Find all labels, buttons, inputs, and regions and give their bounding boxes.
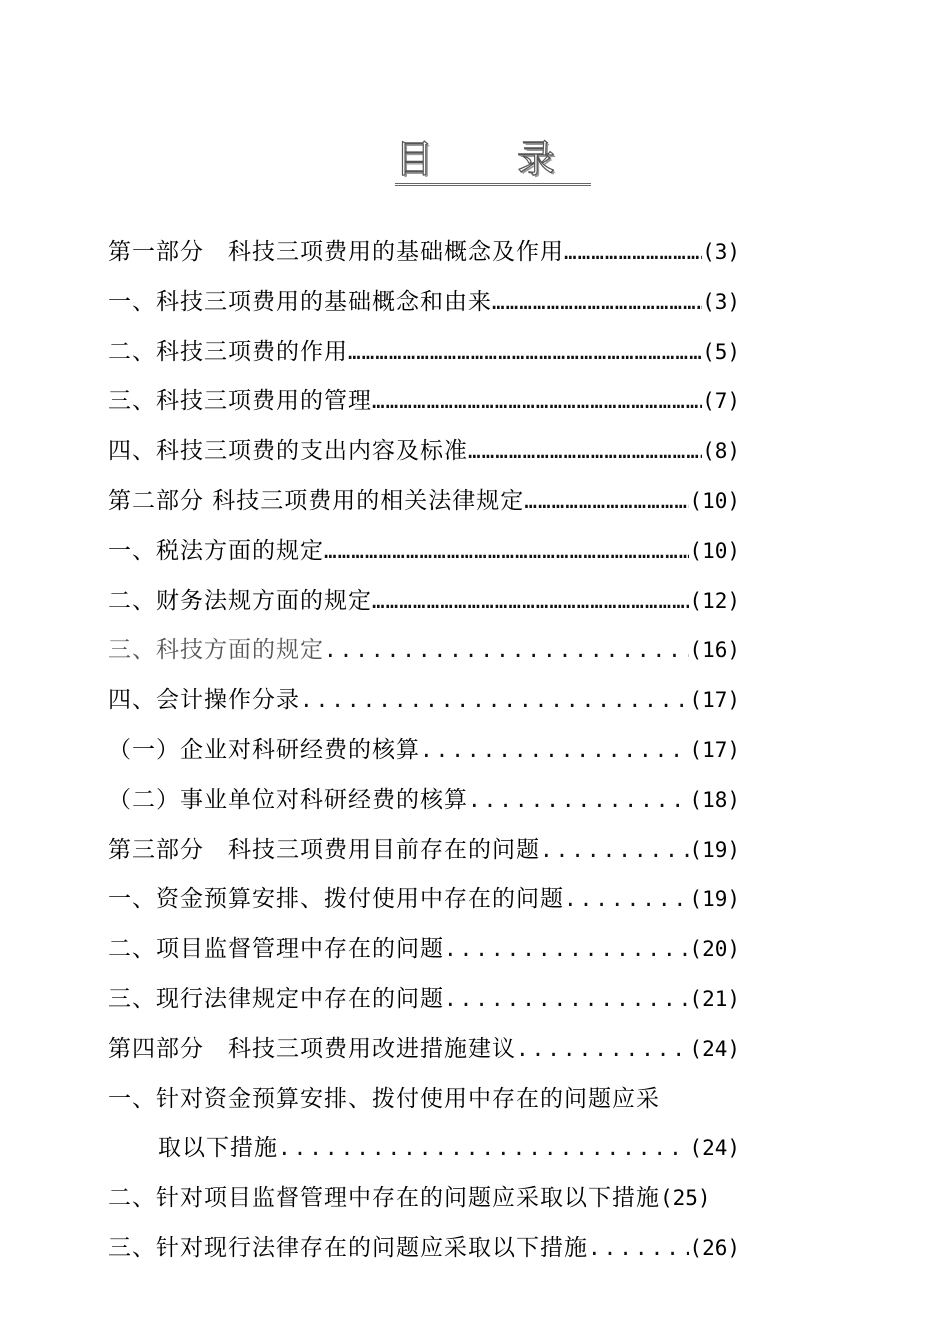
toc-entry[interactable]: 一、科技三项费用的基础概念和由来 ………………………………………………………………………………………………………………… (3) <box>108 278 740 328</box>
leader-dots <box>444 925 689 975</box>
leader-dots <box>540 826 689 876</box>
toc-entry[interactable]: （二）事业单位对科研经费的核算 ..... (18) <box>108 776 740 826</box>
toc-entry[interactable]: 第一部分 科技三项费用的基础概念及作用 ………………………………………………………………………………………………………………… (3) <box>108 228 740 278</box>
leader-dots <box>588 1224 689 1274</box>
leader-dots <box>324 527 689 577</box>
toc-entry[interactable]: 三、科技三项费用的管理 ………………………………………………………………………………………………………………… (7) <box>108 377 740 427</box>
toc-entry[interactable]: （一）企业对科研经费的核算 ..... (17) <box>108 726 740 776</box>
leader-dots <box>420 726 689 776</box>
leader-dots <box>444 975 689 1025</box>
leader-dots <box>372 577 689 627</box>
leader-dots <box>524 477 689 527</box>
toc-entry[interactable]: 二、财务法规方面的规定 ………………………………………………………………………………………………………………… (12) <box>108 577 740 627</box>
table-of-contents <box>108 228 740 1274</box>
leader-dots <box>300 676 689 726</box>
toc-entry[interactable]: 二、针对项目监督管理中存在的问题应采取以下措施 (25) <box>108 1185 711 1212</box>
leader-dots <box>516 1025 689 1075</box>
leader-dots <box>348 328 702 378</box>
toc-entry[interactable]: 一、针对资金预算安排、拨付使用中存在的问题应采 <box>108 1085 660 1112</box>
toc-title: 目 录 <box>0 128 950 183</box>
toc-entry[interactable]: 二、项目监督管理中存在的问题 ..... (20) <box>108 925 740 975</box>
toc-entry-continuation[interactable]: 取以下措施 ..... (24) <box>108 1124 740 1174</box>
leader-dots <box>492 278 702 328</box>
leader-dots <box>468 776 689 826</box>
leader-dots <box>564 875 689 925</box>
toc-entry[interactable]: 四、科技三项费的支出内容及标准 ………………………………………………………………………………………………………………… (8) <box>108 427 740 477</box>
toc-entry[interactable]: 一、资金预算安排、拨付使用中存在的问题 ..... (19) <box>108 875 740 925</box>
toc-entry[interactable]: 第三部分 科技三项费用目前存在的问题 ..... (19) <box>108 826 740 876</box>
toc-entry[interactable]: 三、科技方面的规定 ..... (16) <box>108 626 740 676</box>
leader-dots <box>278 1124 689 1174</box>
toc-entry[interactable]: 三、针对现行法律存在的问题应采取以下措施 ..... (26) <box>108 1224 740 1274</box>
toc-entry[interactable]: 三、现行法律规定中存在的问题 ..... (21) <box>108 975 740 1025</box>
leader-dots <box>564 228 702 278</box>
toc-entry[interactable]: 第二部分 科技三项费用的相关法律规定 ………………………………………………………………………………………………………………… (10) <box>108 477 740 527</box>
leader-dots <box>468 427 702 477</box>
toc-entry[interactable]: 二、科技三项费的作用 ………………………………………………………………………………………………………………… (5) <box>108 328 740 378</box>
toc-entry[interactable]: 第四部分 科技三项费用改进措施建议 ..... (24) <box>108 1025 740 1075</box>
toc-entry[interactable]: 一、税法方面的规定 ………………………………………………………………………………………………………………… (10) <box>108 527 740 577</box>
leader-dots <box>324 626 689 676</box>
toc-entry[interactable]: 四、会计操作分录 ..... (17) <box>108 676 740 726</box>
leader-dots <box>372 377 702 427</box>
